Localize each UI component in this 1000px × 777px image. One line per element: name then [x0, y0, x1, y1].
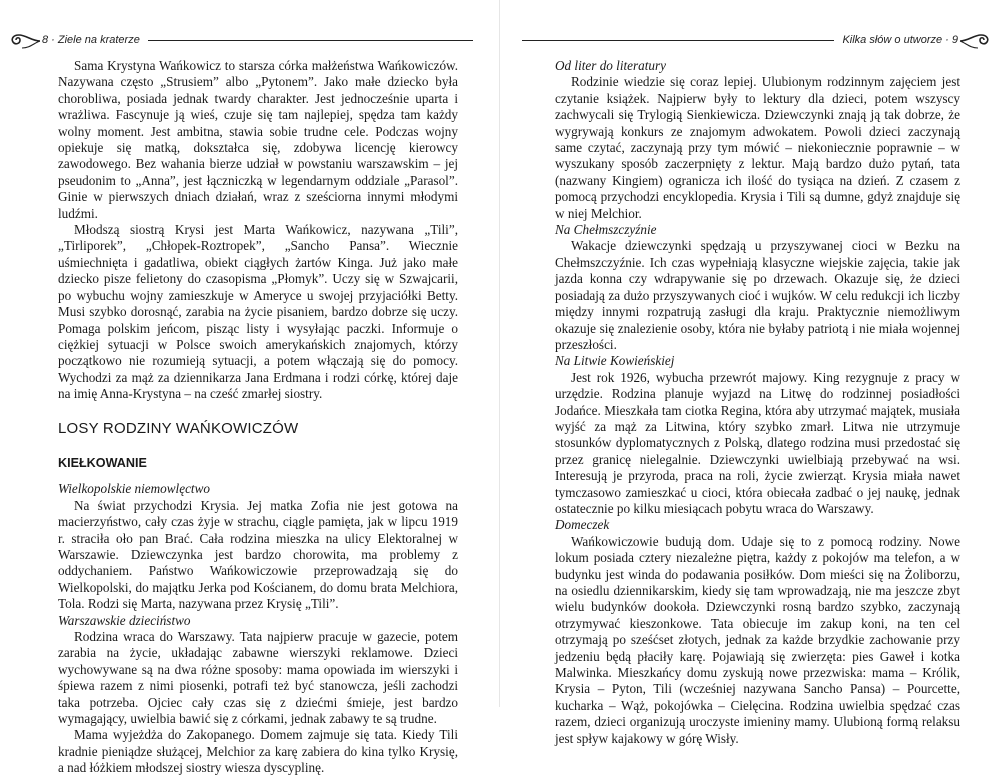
subheading: Domeczek — [555, 517, 610, 533]
section-title: LOSY RODZINY WAŃKOWICZÓW — [58, 419, 299, 437]
body-paragraph: Wańkowiczowie budują dom. Udaje się to z pomocą rodziny. Nowe lokum posiada cztery niezależne piętra, każdy z pokojów ma telefon, a w budynku jest winda do podawania posiłków. Dom mieści się na Żoliborzu, na osiedlu dziennikarskim, kiedy się tam wprowadzają, nie ma jeszcze zbyt wielu budynków dookoła. Dziewczynki rosną bardzo szybko, zaczynają otrzymywać kieszonkowe. Tata obiecuje im zakup koni, na ten cel otrzymają po sześćset złotych, jednak za każde brzydkie zachowanie przy jedzeniu będą płaciły karę. Pojawiają się zwierzęta: pies Gaweł i kotka Malwinka. Mieszkańcy domu zyskują nowe przezwiska: mama – Królik, Krysia – Pyton, Tili (wcześniej nazywana Sancho Pansa) – Pourcette, kucharka – Wąż, pokojówka – Cielęcina. Rodzina uwielbia spędzać czas razem, dzieci organizują uroczyste imieniny mamy. Ulubioną formą relaksu jest spływ kajakowy w górę Wisły. — [555, 533, 960, 746]
subheading: Wielkopolskie niemowlęctwo — [58, 481, 210, 497]
flourish-ornament-icon — [8, 29, 42, 51]
body-paragraph: Rodzinie wiedzie się coraz lepiej. Ulubionym rodzinnym zajęciem jest czytanie książek. Najpierw były to lektury dla dzieci, potem wszyscy zachwycali się Trylogią Sienkiewicza. Dziewczynki znają ją tak dobrze, że wygrywają konkurs ze znajomym adwokatem. Powoli dzieci zaczynają same czytać, zaczynają przy tym mówić – niekoniecznie poprawnie – w wyszukany sposób zaczerpnięty z lektur. Mają bardzo dużo pytań, tata (nazwany Kingiem) ogranicza ich ilość do tysiąca na dzień. Z czasem z pomocą przychodzi encyklopedia. Krysia i Tili są dumne, gdyż znajduje się w niej Melchior. — [555, 74, 960, 221]
body-paragraph: Jest rok 1926, wybucha przewrót majowy. King rezygnuje z pracy w urzędzie. Rodzina planuje wyjazd na Litwę do rodzinnej posiadłości Jodańce. Mieszkała tam ciotka Regina, która aby utrzymać majątek, musiała wyjść za mąż za Litwina, który szybko zmarł. Litwa nie utrzymuje stosunków dyplomatycznych z Polską, dlatego rodzina musi przedostać się przez granicę nielegalnie. Dziewczynki uwielbiają przebywać na wsi. Interesują je przyroda, praca na roli, życie zwierząt. Krysia miała nawet tymczasowo zamieszkać u cioci, która obiecała zadbać o jej naukę, jednak ostatecznie po kilku miesiącach pobytu wraca do Warszawy. — [555, 369, 960, 516]
body-paragraph: Rodzina wraca do Warszawy. Tata najpierw pracuje w gazecie, potem zarabia na życie, układając zabawne wierszyki reklamowe. Dzieci wychowywane są na dwa różne sposoby: mama opowiada im wierszyki i śpiewa razem z nimi piosenki, potrafi też być stanowcza, jeśli zachodzi taka potrzeba. Ojciec cały czas się z dziećmi śmieje, jest bardzo wymagający, uwielbia bawić się z córkami, jednak zabawy te są trudne. — [58, 629, 458, 727]
right-running-header — [522, 30, 992, 50]
chapter-title: KIEŁKOWANIE — [58, 455, 147, 470]
left-running-header — [8, 30, 473, 50]
intro-paragraph: Sama Krystyna Wańkowicz to starsza córka małżeństwa Wańkowiczów. Nazywana często „Strusiem” albo „Pytonem”. Jako małe dziecko była chorobliwa, posiada jednak twardy charakter. Jest jednocześnie uparta i wrażliwa. Fascynuje ją wieś, czuje się tam najlepiej, spędza tam każdy wolny moment. Jest ambitna, stawia sobie trudne cele. Podczas wojny opiekuje się matką, dokształca się, zdobywa licencję kierowcy zawodowego. Bez wahania bierze udział w powstaniu warszawskim – jej pseudonim to „Anna”, jest łączniczką w legendarnym oddziale „Parasol”. Ginie w pierwszych dniach działań, wraz z sześciorna innymi młodymi ludźmi. — [58, 58, 458, 221]
left-page — [0, 0, 500, 776]
subheading: Na Chełmszczyźnie — [555, 222, 657, 238]
left-body — [58, 58, 458, 777]
header-rule — [522, 40, 834, 41]
body-paragraph: Na świat przychodzi Krysia. Jej matka Zofia nie jest gotowa na macierzyństwo, cały czas żyje w strachu, ciągle pamięta, jak w lipcu 1919 r. straciła oło pan Brać. Cała rodzina mieszka na ulicy Elektoralnej w Warszawie. Dziewczynka jest bardzo chorowita, ma problemy z oddychaniem. Państwo Wańkowiczowie przeprowadzają się do Wielkopolski, do majątku Jerka pod Kościanem, do domu brata Melchiora, Tola. Rodzi się Marta, nazywana przez Krysię „Tili”. — [58, 497, 458, 612]
flourish-ornament-icon — [958, 29, 992, 51]
subheading: Od liter do literatury — [555, 58, 666, 73]
right-page — [500, 0, 1000, 746]
left-folio: 8 · Ziele na kraterze — [42, 34, 140, 46]
body-paragraph: Wakacje dziewczynki spędzają u przyszywanej cioci w Bezku na Chełmszczyźnie. Ich czas wypełniają klasyczne wiejskie zajęcia, takie jak jazda konna czy wdrapywanie się po drzewach. Okazuje się, że dzieci posiadają za dużo przyszywanych cioć i wujków. W celu redukcji ich liczby między innymi rozpatrują zasługi dla kraju. Praktycznie niemożliwym okazuje się znalezienie osoby, która nie byłaby patriotą i nie miała wojennej przeszłości. — [555, 238, 960, 352]
body-paragraph: Mama wyjeżdża do Zakopanego. Domem zajmuje się tata. Kiedy Tili kradnie pieniądze służącej, Melchior za karę zabiera do kina tylko Krysię, a nad łóżkiem młodszej siostry wiesza dyscyplinę. — [58, 727, 458, 776]
right-body — [555, 58, 960, 747]
header-rule — [148, 40, 473, 41]
intro-paragraph: Młodszą siostrą Krysi jest Marta Wańkowicz, nazywana „Tili”, „Tirliporek”, „Chłopek-Roztropek”, „Sancho Pansa”. Wiecznie uśmiechnięta i gadatliwa, obiekt ciągłych żartów Kinga. Już jako małe dziecko pisze felietony do czasopisma „Płomyk”. Uczy się w Szwajcarii, po wybuchu wojny zamieszkuje w Ameryce u swojej przyjaciółki Betty. Musi szybko dorosnąć, zarabia na życie pisaniem, bardzo dobrze się uczy. Pomaga polskim jeńcom, pisząc listy i wysyłając paczki. Informuje o ciężkiej sytuacji w Polsce swoich amerykańskich znajomych, którzy początkowo nie rozumieją sytuacji, a potem włączają się do pomocy. Wychodzi za mąż za dziennikarza Jana Erdmana i rodzi córkę, której daje na imię Anna-Krystyna – na cześć zmarłej siostry. — [58, 222, 458, 402]
subheading: Na Litwie Kowieńskiej — [555, 353, 675, 369]
right-folio: Kilka słów o utworze · 9 — [842, 34, 958, 46]
subheading: Warszawskie dzieciństwo — [58, 612, 191, 628]
